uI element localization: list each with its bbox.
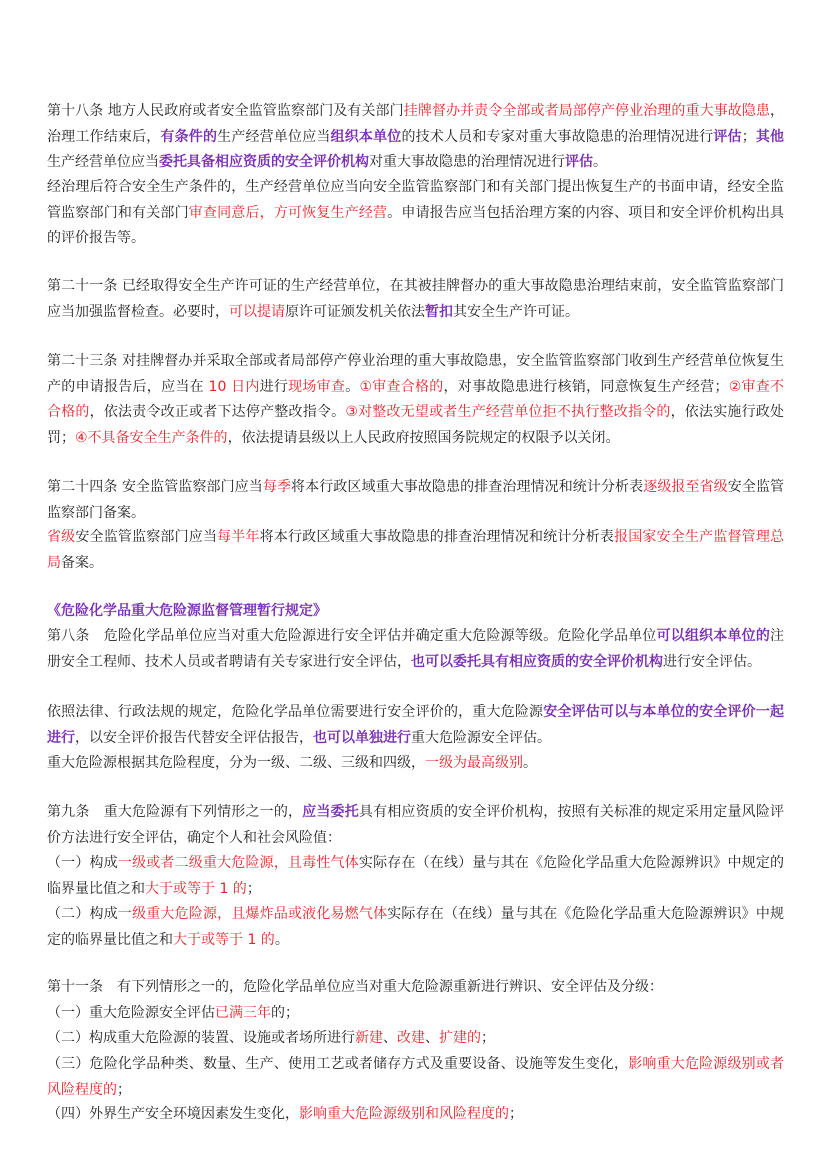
text-run: 。: [274, 931, 289, 948]
highlight-red: 逐级报至省级: [643, 479, 728, 495]
highlight-purple: 暂扣: [425, 303, 453, 320]
article-11: [47, 975, 784, 1001]
text-run: 第九条 重大危险源有下列情形之一的，: [47, 804, 303, 820]
text-run: ；: [117, 1081, 131, 1098]
text-run: 实际存在（在线）量与其在《危险化学品重大危险源辨识》中规定的临界量比值之和: [47, 855, 785, 897]
article-11-item-1: [47, 1001, 784, 1027]
highlight-purple: 应当委托: [302, 804, 359, 820]
article-9-item-1: [47, 851, 784, 902]
text-run: 将本行政区域重大事故隐患的排查治理情况和统计分析表: [291, 479, 644, 495]
text-run: ，依法提请县级以上人民政府按照国务院规定的权限予以关闭。: [227, 429, 620, 446]
highlight-red: ②审查不合格的: [47, 378, 785, 420]
article-8: [47, 624, 784, 675]
text-run: 具有相应资质的安全评价机构，按照有关标准的规定采用定量风险评价方法进行安全评估，确定个人和社会风险值：: [47, 804, 785, 846]
article-21: [47, 274, 784, 325]
highlight-purple: 可以组织本单位的: [656, 628, 771, 644]
highlight-red: 一级重大危险源，且爆炸品或液化易燃气体: [117, 906, 388, 922]
highlight-red: 10 日内: [203, 378, 260, 395]
text-run: 第八条 危险化学品单位应当对重大危险源进行安全评估并确定重大危险源等级。危险化学品单位: [47, 628, 657, 644]
text-run: 第二十四条 安全监管监察部门应当: [47, 479, 263, 495]
highlight-red: 新建: [355, 1030, 383, 1046]
text-run: 进行: [259, 378, 289, 395]
article-9-item-2: [47, 902, 784, 953]
text-run: 。: [523, 755, 537, 771]
highlight-red: 大于或等于 1 的: [145, 880, 247, 897]
highlight-red: ④不具备安全生产条件的: [75, 429, 228, 446]
highlight-red: 现场审查: [288, 378, 346, 395]
text-run: 的技术人员和专家对重大事故隐患的治理情况进行: [401, 128, 714, 145]
text-run: 其安全生产许可证。: [453, 303, 579, 320]
text-run: ；: [481, 1030, 495, 1046]
text-run: 第二十三条 对挂牌督办并采取全部或者局部停产停业治理的重大事故隐患，安全监管监察部门收到生产经营单位恢复生产的申请报告后，应当在: [47, 353, 784, 395]
highlight-red: 每季: [262, 479, 292, 495]
highlight-red: 已满三年: [215, 1005, 271, 1021]
text-run: ；: [246, 880, 261, 897]
text-run: 。: [345, 378, 360, 395]
text-run: 的；: [271, 1005, 299, 1021]
text-run: 重大危险源安全评估。: [411, 729, 551, 746]
text-run: 。申请报告应当包括治理方案的内容、项目和安全评价机构出具的评价报告等。: [47, 204, 785, 246]
text-run: 第十八条 地方人民政府或者安全监管监察部门及有关部门: [47, 103, 404, 119]
text-run: 安全监管监察部门应当: [75, 529, 218, 545]
text-run: 将本行政区域重大事故隐患的排查治理情况和统计分析表: [259, 529, 615, 545]
highlight-red: 省级: [47, 529, 76, 545]
highlight-purple: 评估: [565, 154, 593, 170]
highlight-red: 扩建的: [439, 1030, 481, 1046]
text-run: 实际存在（在线）量与其在《危险化学品重大危险源辨识》中规定的临界量比值之和: [47, 906, 785, 948]
highlight-red: 报国家安全生产监督管理总局: [47, 529, 785, 571]
highlight-red: 大于或等于 1 的: [173, 931, 275, 948]
text-run: 第十一条 有下列情形之一的，危险化学品单位应当对重大危险源重新进行辨识、安全评估及分级：: [47, 979, 663, 995]
text-run: （四）外界生产安全环境因素发生变化，: [47, 1106, 299, 1122]
text-run: ，对事故隐患进行核销，同意恢复生产经营；: [443, 378, 729, 395]
highlight-red: 改建: [397, 1030, 425, 1046]
regulation-title: 《危险化学品重大危险源监督管理暂行规定》: [47, 603, 327, 619]
text-run: 第二十一条 已经取得安全生产许可证的生产经营单位，在其被挂牌督办的重大事故隐患治理结束前，安全监管监察部门应当加强监督检查。必要时，: [47, 278, 784, 320]
text-run: 对重大事故隐患的治理情况进行: [369, 154, 565, 170]
article-11-item-3: [47, 1052, 784, 1103]
highlight-red: 影响重大危险源级别或者风险程度的: [47, 1056, 784, 1098]
highlight-red: ①审查合格的: [359, 378, 444, 395]
text-run: 重大危险源根据其危险程度，分为一级、二级、三级和四级，: [47, 755, 425, 771]
article-8-evaluation: [47, 700, 784, 751]
highlight-purple: 也可以委托具有相应资质的安全评价机构: [411, 653, 663, 670]
highlight-red: 审查同意后，方可恢复生产经营: [188, 204, 388, 221]
article-18-resume: [47, 175, 784, 252]
article-11-item-4: [47, 1102, 784, 1128]
article-24-provincial: [47, 525, 784, 576]
text-run: ，依法责令改正或者下达停产整改指令。: [89, 404, 346, 420]
highlight-red: 影响重大危险源级别和风险程度的: [299, 1106, 509, 1122]
highlight-red: 每半年: [217, 529, 260, 545]
highlight-purple: 组织本单位: [330, 128, 402, 145]
text-run: 经治理后符合安全生产条件的，生产经营单位应当向安全监管监察部门和有关部门提出恢复生产的书面申请，经安全监管监察部门和有关部门: [47, 179, 784, 221]
highlight-red: 一级为最高级别: [425, 755, 523, 771]
highlight-purple: 评估: [713, 128, 742, 145]
text-run: 依照法律、行政法规的规定，危险化学品单位需要进行安全评价的，重大危险源: [47, 704, 544, 720]
text-run: （二）构成重大危险源的装置、设施或者场所进行: [47, 1030, 355, 1046]
text-run: （一）构成: [47, 855, 118, 871]
text-run: ，以安全评价报告代替安全评估报告，: [75, 729, 313, 746]
text-run: 进行安全评估。: [663, 653, 761, 670]
text-run: 、: [425, 1030, 439, 1046]
highlight-red: ③对整改无望或者生产经营单位拒不执行整改指令的: [345, 404, 671, 420]
text-run: 安全监管监察部门备案。: [47, 479, 785, 521]
text-run: 。: [593, 154, 607, 170]
highlight-red: 挂牌督办并责令全部或者局部停产停业治理的重大事故隐患: [403, 103, 771, 119]
article-18: [47, 99, 784, 176]
article-8-levels: [47, 751, 784, 777]
article-9: [47, 800, 784, 851]
text-run: （二）构成: [47, 906, 118, 922]
text-run: （一）重大危险源安全评估: [47, 1005, 215, 1021]
text-run: 原许可证颁发机关依法: [285, 303, 425, 320]
highlight-purple: 安全评估可以与本单位的安全评价一起进行: [47, 704, 785, 746]
highlight-purple: 委托具备相应资质的安全评价机构: [159, 154, 369, 170]
text-run: ，依法实施行政处罚；: [47, 404, 785, 446]
text-run: ，治理工作结束后，: [47, 103, 785, 145]
text-run: 生产经营单位应当: [47, 154, 159, 170]
highlight-purple: 也可以单独进行: [313, 729, 411, 746]
text-run: 、: [383, 1030, 397, 1046]
article-11-item-2: [47, 1026, 784, 1052]
text-run: 注册安全工程师、技术人员或者聘请有关专家进行安全评估，: [47, 628, 785, 670]
highlight-purple: 有条件的: [160, 128, 218, 145]
highlight-red: 一级或者二级重大危险源，且毒性气体: [117, 855, 359, 871]
highlight-purple: 其他: [755, 128, 785, 145]
highlight-red: 可以提请: [229, 303, 285, 320]
text-run: ；: [509, 1106, 523, 1122]
text-run: 生产经营单位应当: [217, 128, 331, 145]
text-run: 备案。: [61, 554, 103, 571]
text-run: （三）危险化学品种类、数量、生产、使用工艺或者储存方式及重要设备、设施等发生变化，: [47, 1056, 629, 1072]
text-run: ；: [741, 128, 756, 145]
article-23: [47, 349, 784, 451]
article-24: [47, 475, 784, 526]
